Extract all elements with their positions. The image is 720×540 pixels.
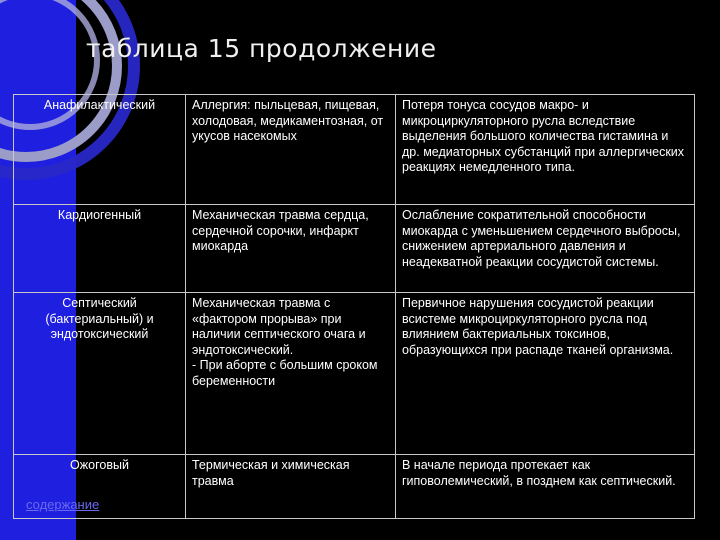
mechanism-cell: Потеря тонуса сосудов макро- и микроциркуляторного русла вследствие выделения большого количества гистамина и др. медиаторных субстанций при аллергических реакциях немедленного типа. <box>396 95 695 205</box>
cause-extra-text: - При аборте с большим сроком беременности <box>192 358 378 388</box>
cause-cell: Аллергия: пыльцевая, пищевая, холодовая, медикаментозная, от укусов насекомых <box>186 95 396 205</box>
table-row <box>14 455 695 519</box>
contents-link[interactable]: содержание <box>26 497 100 512</box>
cause-cell <box>186 293 396 455</box>
shock-type-cell: Анафилактический <box>14 95 186 205</box>
slide-title: таблица 15 продолжение <box>86 34 437 63</box>
table-row <box>14 293 695 455</box>
shock-type-cell: Ожоговый <box>14 455 186 519</box>
shock-type-cell: Кардиогенный <box>14 205 186 293</box>
cause-text: Механическая травма с «фактором прорыва» при наличии септического очага и эндотоксический. <box>192 296 366 357</box>
cause-cell: Механическая травма сердца, сердечной сорочки, инфаркт миокарда <box>186 205 396 293</box>
table-row <box>14 95 695 205</box>
cause-cell: Термическая и химическая травма <box>186 455 396 519</box>
mechanism-cell: В начале периода протекает как гиповолемический, в позднем как септический. <box>396 455 695 519</box>
mechanism-cell: Ослабление сократительной способности миокарда с уменьшением сердечного выбросы, снижением артериального давления и неадекватной реакции сосудистой системы. <box>396 205 695 293</box>
shock-types-table <box>13 94 695 519</box>
table-row <box>14 205 695 293</box>
mechanism-cell: Первичное нарушения сосудистой реакции всистеме микроциркуляторного русла под влиянием бактериальных токсинов, образующихся при распаде тканей организма. <box>396 293 695 455</box>
shock-type-cell: Септический (бактериальный) и эндотоксический <box>14 293 186 455</box>
